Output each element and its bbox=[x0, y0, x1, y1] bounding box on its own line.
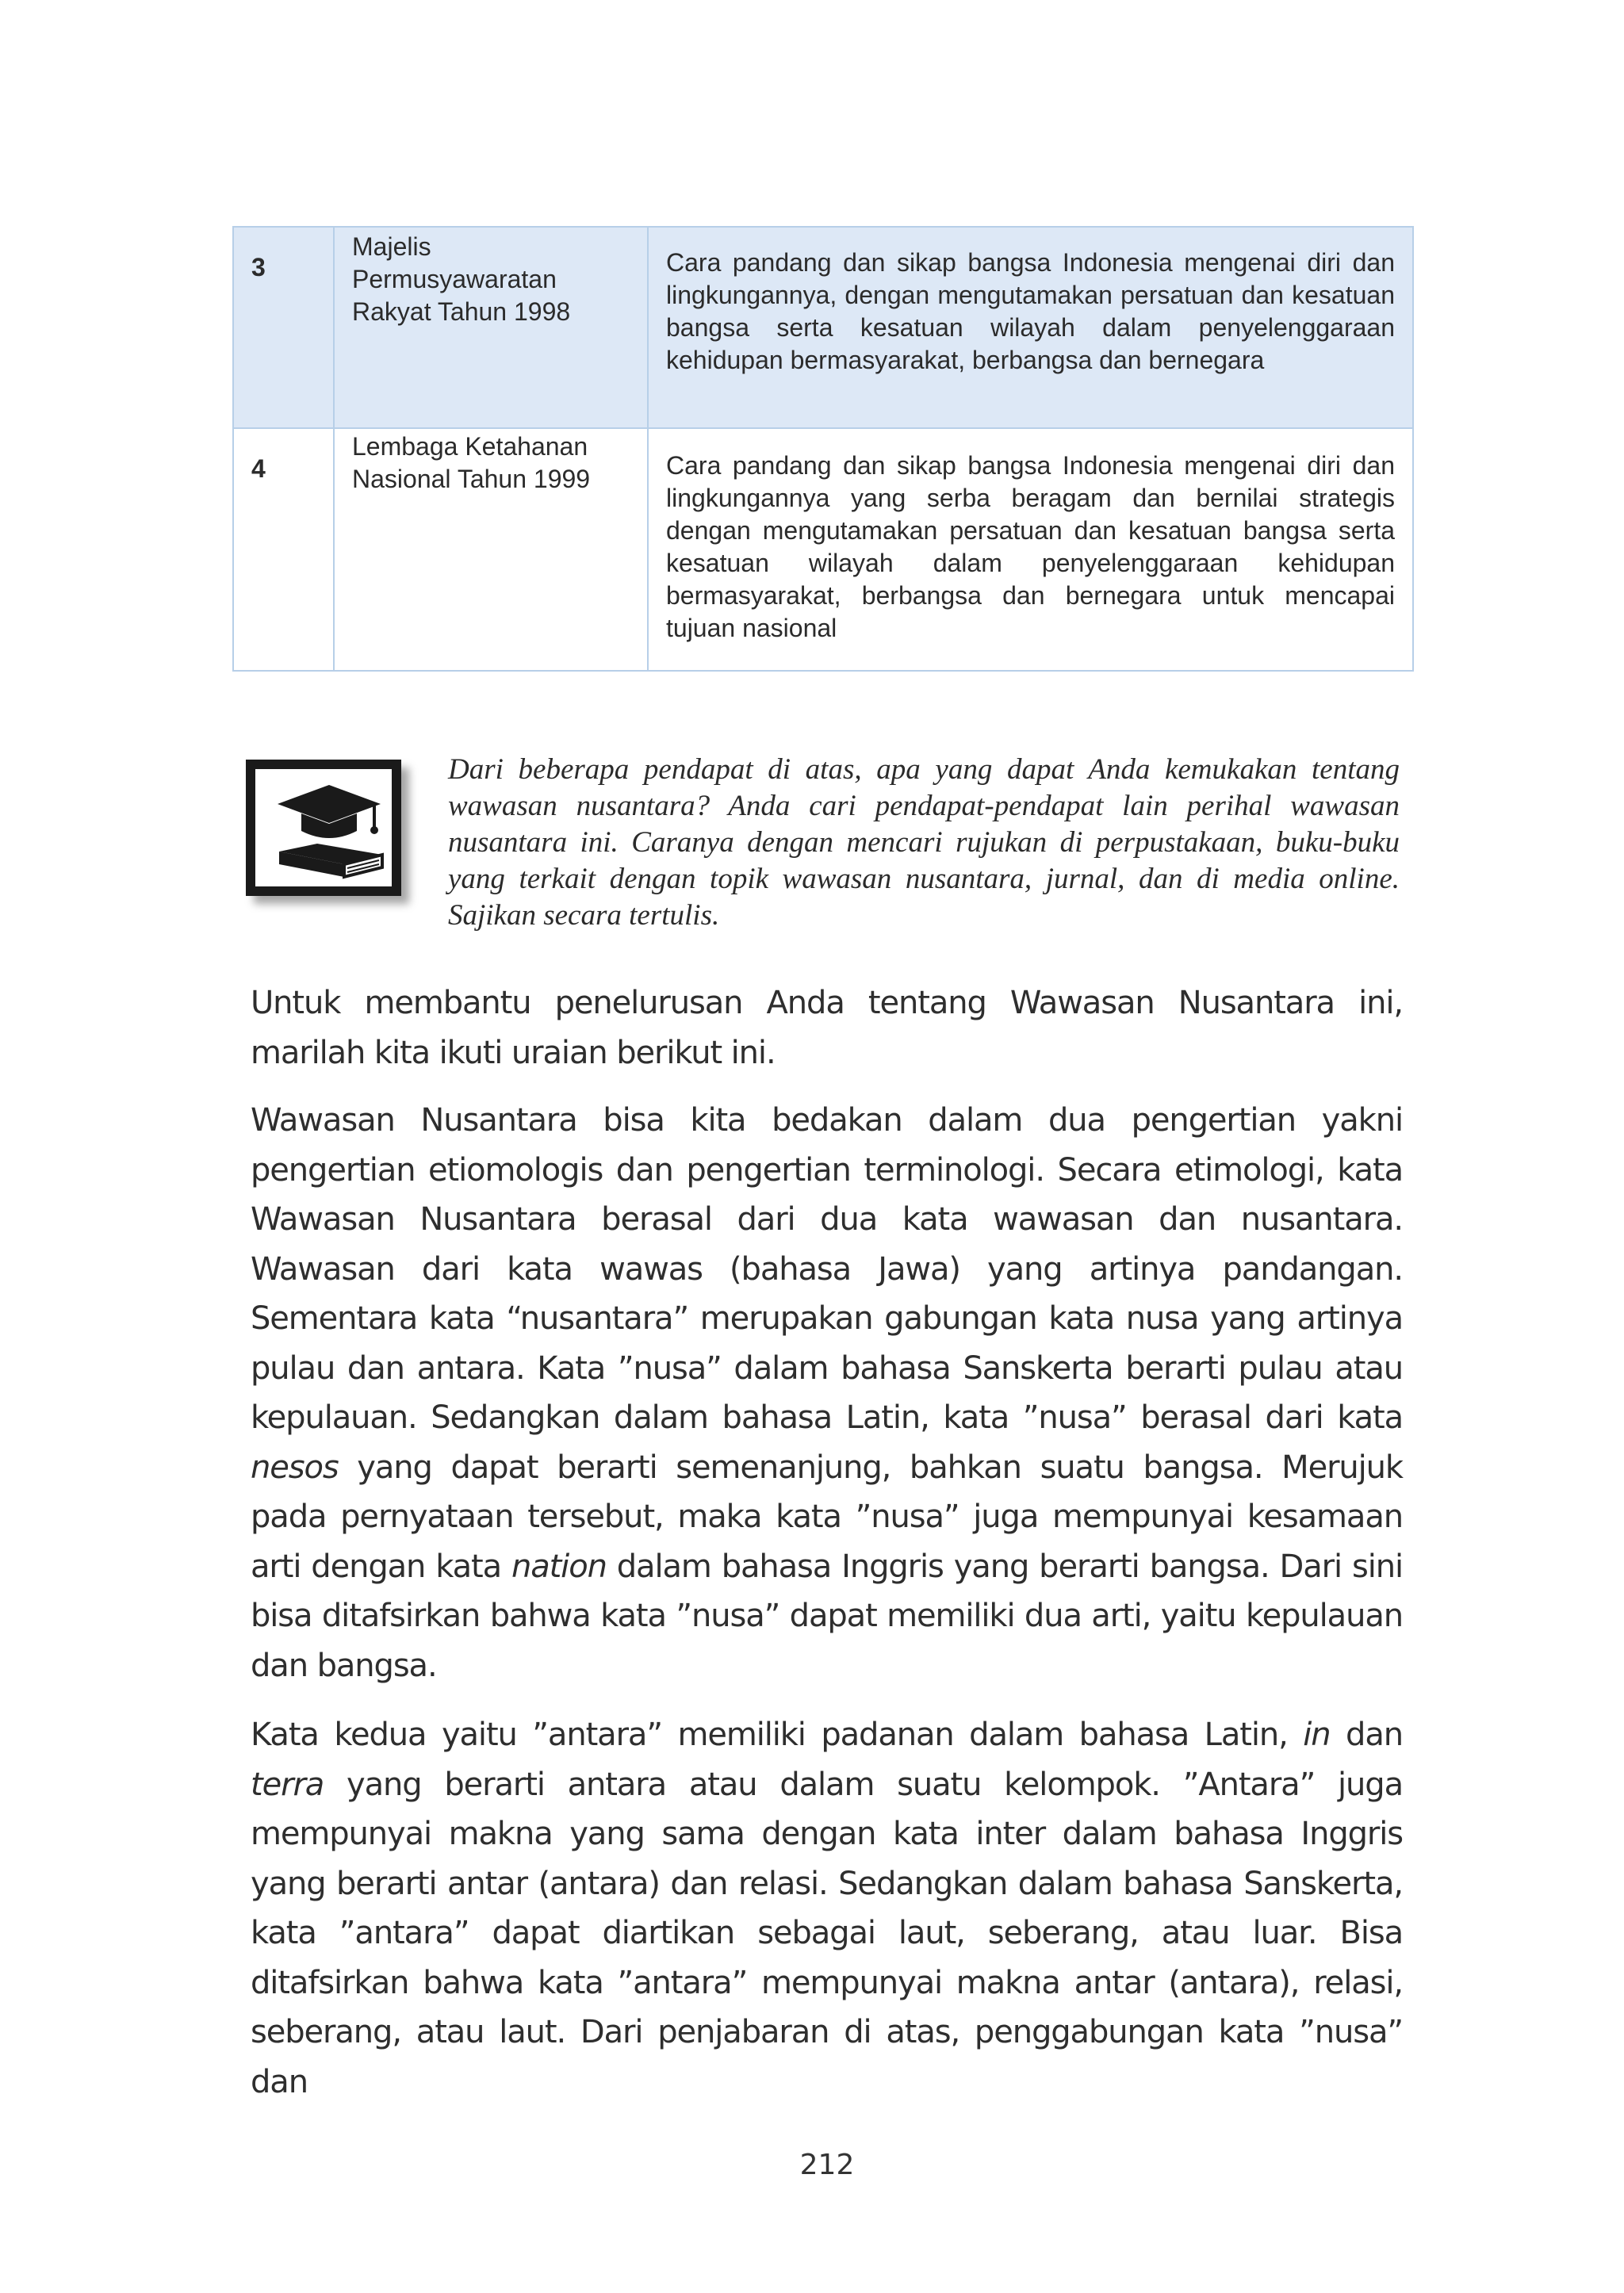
italic-term: terra bbox=[251, 1766, 324, 1803]
paragraph-text: dan bbox=[1330, 1717, 1403, 1753]
italic-term: nesos bbox=[251, 1449, 339, 1486]
paragraph bbox=[251, 1096, 1403, 1690]
institution-cell bbox=[334, 428, 648, 671]
paragraph-text: Wawasan Nusantara bisa kita bedakan dalam dua pengertian yakni pengertian etiomologis dan pengertian terminologi. Secara etimologi, kata Wawasan Nusantara berasal dari dua kata wawasan dan nusantara. Wawasan dari kata wawas (bahasa Jawa) yang artinya pandangan. Sementara kata “nusantara” merupakan gabungan kata nusa yang artinya pulau dan antara. Kata ”nusa” dalam bahasa Sanskerta berarti pulau atau kepulauan. Sedangkan dalam bahasa Latin, kata ”nusa” berasal dari kata bbox=[251, 1102, 1403, 1436]
institution-line: Lembaga Ketahanan bbox=[352, 432, 588, 461]
graduation-cap-on-book-icon-graphic bbox=[270, 779, 389, 882]
paragraph-text: Kata kedua yaitu ”antara” memiliki padanan dalam bahasa Latin, bbox=[251, 1717, 1304, 1753]
activity-instruction: Dari beberapa pendapat di atas, apa yang dapat Anda kemukakan tentang wawasan nusantara? Anda cari pendapat-pendapat lain perihal wawasan nusantara ini. Caranya dengan mencari rujukan di perpustakaan, buku-buku yang terkait dengan topik wawasan nusantara, jurnal, dan di media online. Sajikan secara tertulis. bbox=[448, 753, 1400, 932]
italic-term: in bbox=[1303, 1717, 1331, 1753]
definition-cell: Cara pandang dan sikap bangsa Indonesia mengenai diri dan lingkungannya, dengan mengutamakan persatuan dan kesatuan bangsa serta kesatuan wilayah dalam penyelenggaraan kehidupan bermasyarakat, berbangsa dan bernegara bbox=[648, 227, 1413, 428]
institution-cell bbox=[334, 227, 648, 428]
definition-table bbox=[232, 226, 1414, 672]
paragraph: Untuk membantu penelurusan Anda tentang Wawasan Nusantara ini, marilah kita ikuti uraian berikut ini. bbox=[251, 985, 1403, 1071]
paragraph-text: yang berarti antara atau dalam suatu kelompok. ”Antara” juga mempunyai makna yang sama dengan kata inter dalam bahasa Inggris yang berarti antar (antara) dan relasi. Sedangkan dalam bahasa Sanskerta, kata ”antara” dapat diartikan sebagai laut, seberang, atau luar. Bisa ditafsirkan bahwa kata ”antara” mempunyai makna antar (antara), relasi, seberang, atau laut. Dari penjabaran di atas, penggabungan kata ”nusa” dan bbox=[251, 1766, 1403, 2100]
row-number: 4 bbox=[233, 428, 334, 671]
definition-cell: Cara pandang dan sikap bangsa Indonesia mengenai diri dan lingkungannya yang serba beragam dan bernilai strategis dengan mengutamakan persatuan dan kesatuan bangsa serta kesatuan wilayah dalam penyelenggaraan kehidupan bermasyarakat, berbangsa dan bernegara untuk mencapai tujuan nasional bbox=[648, 428, 1413, 671]
institution-line: Majelis bbox=[352, 232, 431, 261]
italic-term: nation bbox=[511, 1548, 607, 1585]
row-number: 3 bbox=[233, 227, 334, 428]
graduation-cap-on-book-icon bbox=[246, 760, 401, 896]
table-row bbox=[233, 428, 1413, 671]
institution-line: Rakyat Tahun 1998 bbox=[352, 297, 571, 326]
paragraph bbox=[251, 1710, 1403, 2107]
table-row bbox=[233, 227, 1413, 428]
institution-line: Nasional Tahun 1999 bbox=[352, 465, 591, 493]
page-number: 212 bbox=[799, 2149, 855, 2181]
institution-line: Permusyawaratan bbox=[352, 265, 557, 293]
paragraph-text: yang dapat berarti semenanjung, bahkan suatu bangsa. Merujuk pada pernyataan tersebut, maka kata ”nusa” juga mempunyai kesamaan arti dengan kata bbox=[251, 1449, 1403, 1585]
paragraph-text: dalam bahasa Inggris yang berarti bangsa. Dari sini bisa ditafsirkan bahwa kata ”nusa” dapat memiliki dua arti, yaitu kepulauan dan bangsa. bbox=[251, 1548, 1403, 1684]
